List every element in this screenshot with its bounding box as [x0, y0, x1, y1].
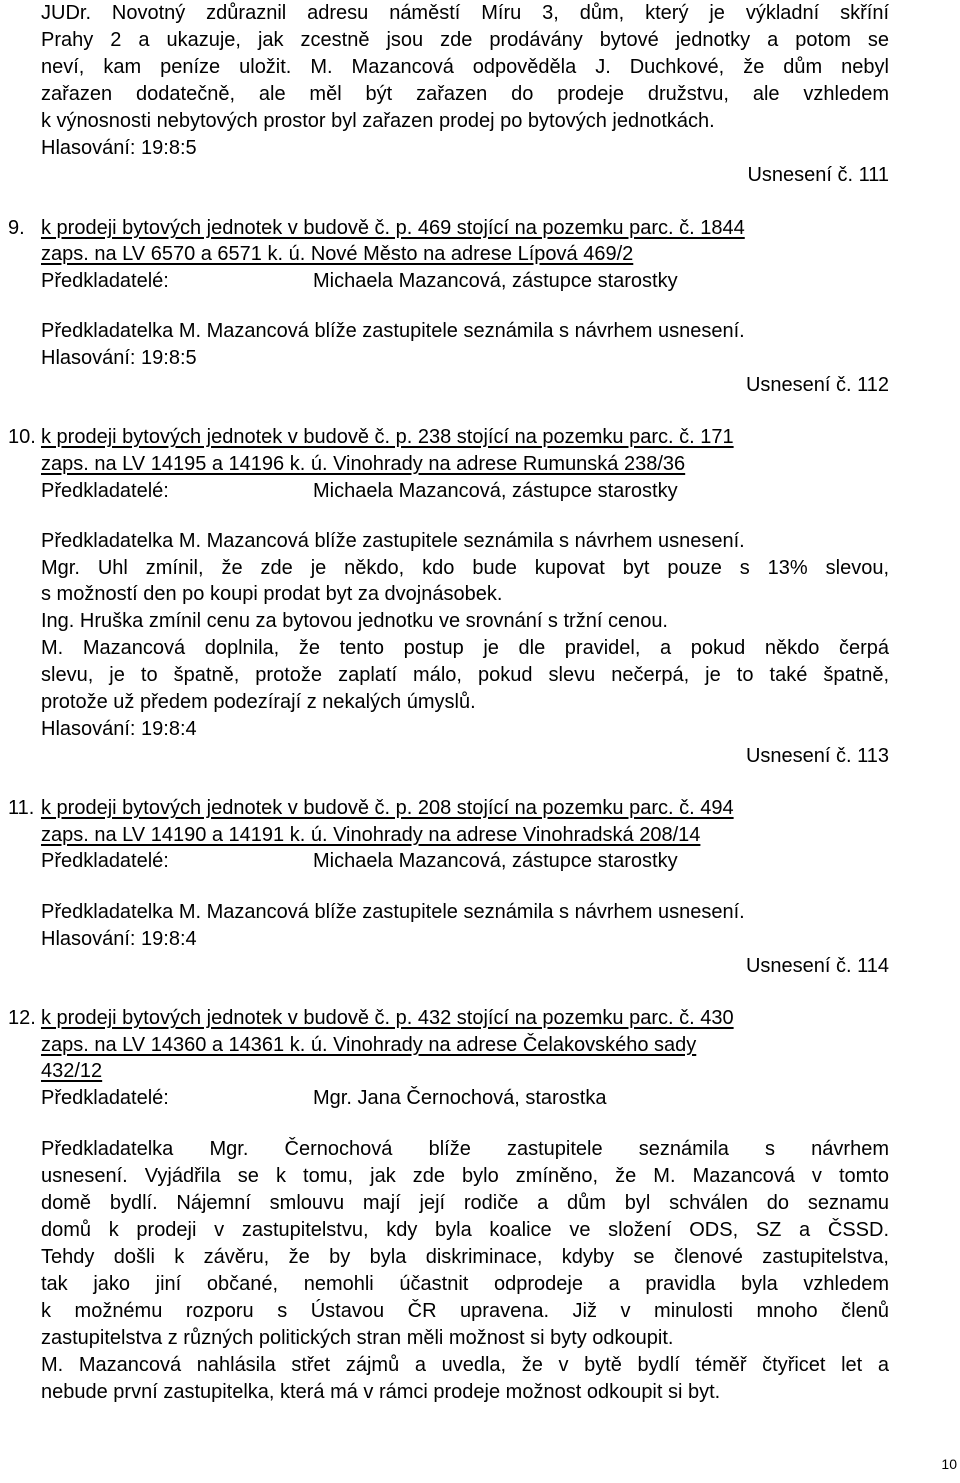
paragraph-line: M. Mazancová doplnila, že tento postup je dle pravidel, a pokud někdo čerpá [41, 637, 889, 659]
paragraph-line: k výnosnosti nebytových prostor byl zařazen prodej po bytových jednotkách. [41, 110, 715, 132]
paragraph-line: k možnému rozporu s Ústavou ČR upravena. Již v minulosti mnoho členů [41, 1300, 889, 1322]
vote-result: Hlasování: 19:8:5 [41, 137, 197, 159]
paragraph-line: tak jako jiní občané, nemohli účastnit odprodeje a pravidla byla vzhledem [41, 1273, 889, 1295]
vote-result: Hlasování: 19:8:4 [41, 718, 197, 740]
paragraph-line: Ing. Hruška zmínil cenu za bytovou jednotku ve srovnání s tržní cenou. [41, 610, 668, 632]
item-title: zaps. na LV 14360 a 14361 k. ú. Vinohrady na adrese Čelakovského sady [41, 1034, 697, 1056]
item-title: zaps. na LV 6570 a 6571 k. ú. Nové Město na adrese Lípová 469/2 [41, 243, 634, 265]
presenter-name: Mgr. Jana Černochová, starostka [313, 1087, 607, 1109]
vote-result: Hlasování: 19:8:4 [41, 928, 197, 950]
paragraph-line: usnesení. Vyjádřila se k tomu, jak zde bylo zmíněno, že M. Mazancová v tomto [41, 1165, 889, 1187]
paragraph-line: Předkladatelka Mgr. Černochová blíže zastupitele seznámila s návrhem [41, 1138, 889, 1160]
item-title: zaps. na LV 14190 a 14191 k. ú. Vinohrady na adrese Vinohradská 208/14 [41, 824, 701, 846]
paragraph-line: Mgr. Uhl zmínil, že zde je někdo, kdo bude kupovat byt pouze s 13% slevou, [41, 557, 889, 579]
item-title: k prodeji bytových jednotek v budově č. p. 238 stojící na pozemku parc. č. 171 [41, 426, 734, 448]
resolution-number: Usnesení č. 111 [747, 164, 889, 186]
paragraph-line: domů k prodeji v zastupitelstvu, kdy byla koalice ve složení ODS, SZ a ČSSD. [41, 1219, 889, 1241]
presenter-row [41, 268, 889, 294]
presenter-row [41, 478, 889, 504]
item-title: k prodeji bytových jednotek v budově č. p. 432 stojící na pozemku parc. č. 430 [41, 1007, 734, 1029]
presenter-row [41, 1085, 889, 1111]
paragraph-line: domě bydlí. Nájemní smlouvu mají její rodiče a dům byl schválen do seznamu [41, 1192, 889, 1214]
paragraph-line: nebude první zastupitelka, která má v rámci prodeje možnost odkoupit si byt. [41, 1381, 721, 1403]
paragraph-line: Předkladatelka M. Mazancová blíže zastupitele seznámila s návrhem usnesení. [41, 530, 745, 552]
paragraph-line: protože už předem podezírají z nekalých úmyslů. [41, 691, 476, 713]
presenter-name: Michaela Mazancová, zástupce starostky [313, 850, 678, 872]
paragraph-line: neví, kam peníze uložit. M. Mazancová odpověděla J. Duchkové, že dům nebyl [41, 56, 889, 78]
item-title: k prodeji bytových jednotek v budově č. p. 469 stojící na pozemku parc. č. 1844 [41, 217, 745, 239]
presenter-name: Michaela Mazancová, zástupce starostky [313, 480, 678, 502]
item-number: 12. [8, 1007, 36, 1029]
resolution-number: Usnesení č. 112 [745, 374, 889, 396]
paragraph-line: Tehdy došli k závěru, že by byla diskriminace, kdyby se členové zastupitelstva, [41, 1246, 889, 1268]
presenter-label: Předkladatelé: [41, 850, 169, 872]
resolution-number: Usnesení č. 113 [745, 745, 889, 767]
item-number: 10. [8, 426, 36, 448]
paragraph-line: zařazen dodatečně, ale měl být zařazen do prodeje družstvu, ale vzhledem [41, 83, 889, 105]
paragraph-line: M. Mazancová nahlásila střet zájmů a uvedla, že v bytě bydlí téměř čtyřicet let a [41, 1354, 889, 1376]
vote-result: Hlasování: 19:8:5 [41, 347, 197, 369]
item-title: zaps. na LV 14195 a 14196 k. ú. Vinohrady na adrese Rumunská 238/36 [41, 453, 686, 475]
resolution-number: Usnesení č. 114 [745, 955, 889, 977]
item-number: 11. [8, 797, 35, 819]
item-title: 432/12 [41, 1060, 103, 1082]
item-title: k prodeji bytových jednotek v budově č. p. 208 stojící na pozemku parc. č. 494 [41, 797, 734, 819]
paragraph-line: Předkladatelka M. Mazancová blíže zastupitele seznámila s návrhem usnesení. [41, 901, 745, 923]
presenter-label: Předkladatelé: [41, 270, 169, 292]
page-number: 10 [941, 1456, 957, 1472]
presenter-row [41, 848, 889, 874]
paragraph-line: zastupitelstva z různých politických stran měli možnost si byty odkoupit. [41, 1327, 674, 1349]
paragraph-line: s možností den po koupi prodat byt za dvojnásobek. [41, 583, 503, 605]
paragraph-line: Prahy 2 a ukazuje, jak zcestně jsou zde prodávány bytové jednotky a potom se [41, 29, 889, 51]
presenter-label: Předkladatelé: [41, 1087, 169, 1109]
item-number: 9. [8, 217, 25, 239]
paragraph-line: slevu, je to špatně, protože zaplatí málo, pokud slevu nečerpá, je to také špatně, [41, 664, 889, 686]
paragraph-line: JUDr. Novotný zdůraznil adresu náměstí Míru 3, dům, který je výkladní skříní [41, 2, 889, 24]
paragraph-line: Předkladatelka M. Mazancová blíže zastupitele seznámila s návrhem usnesení. [41, 320, 745, 342]
presenter-label: Předkladatelé: [41, 480, 169, 502]
presenter-name: Michaela Mazancová, zástupce starostky [313, 270, 678, 292]
